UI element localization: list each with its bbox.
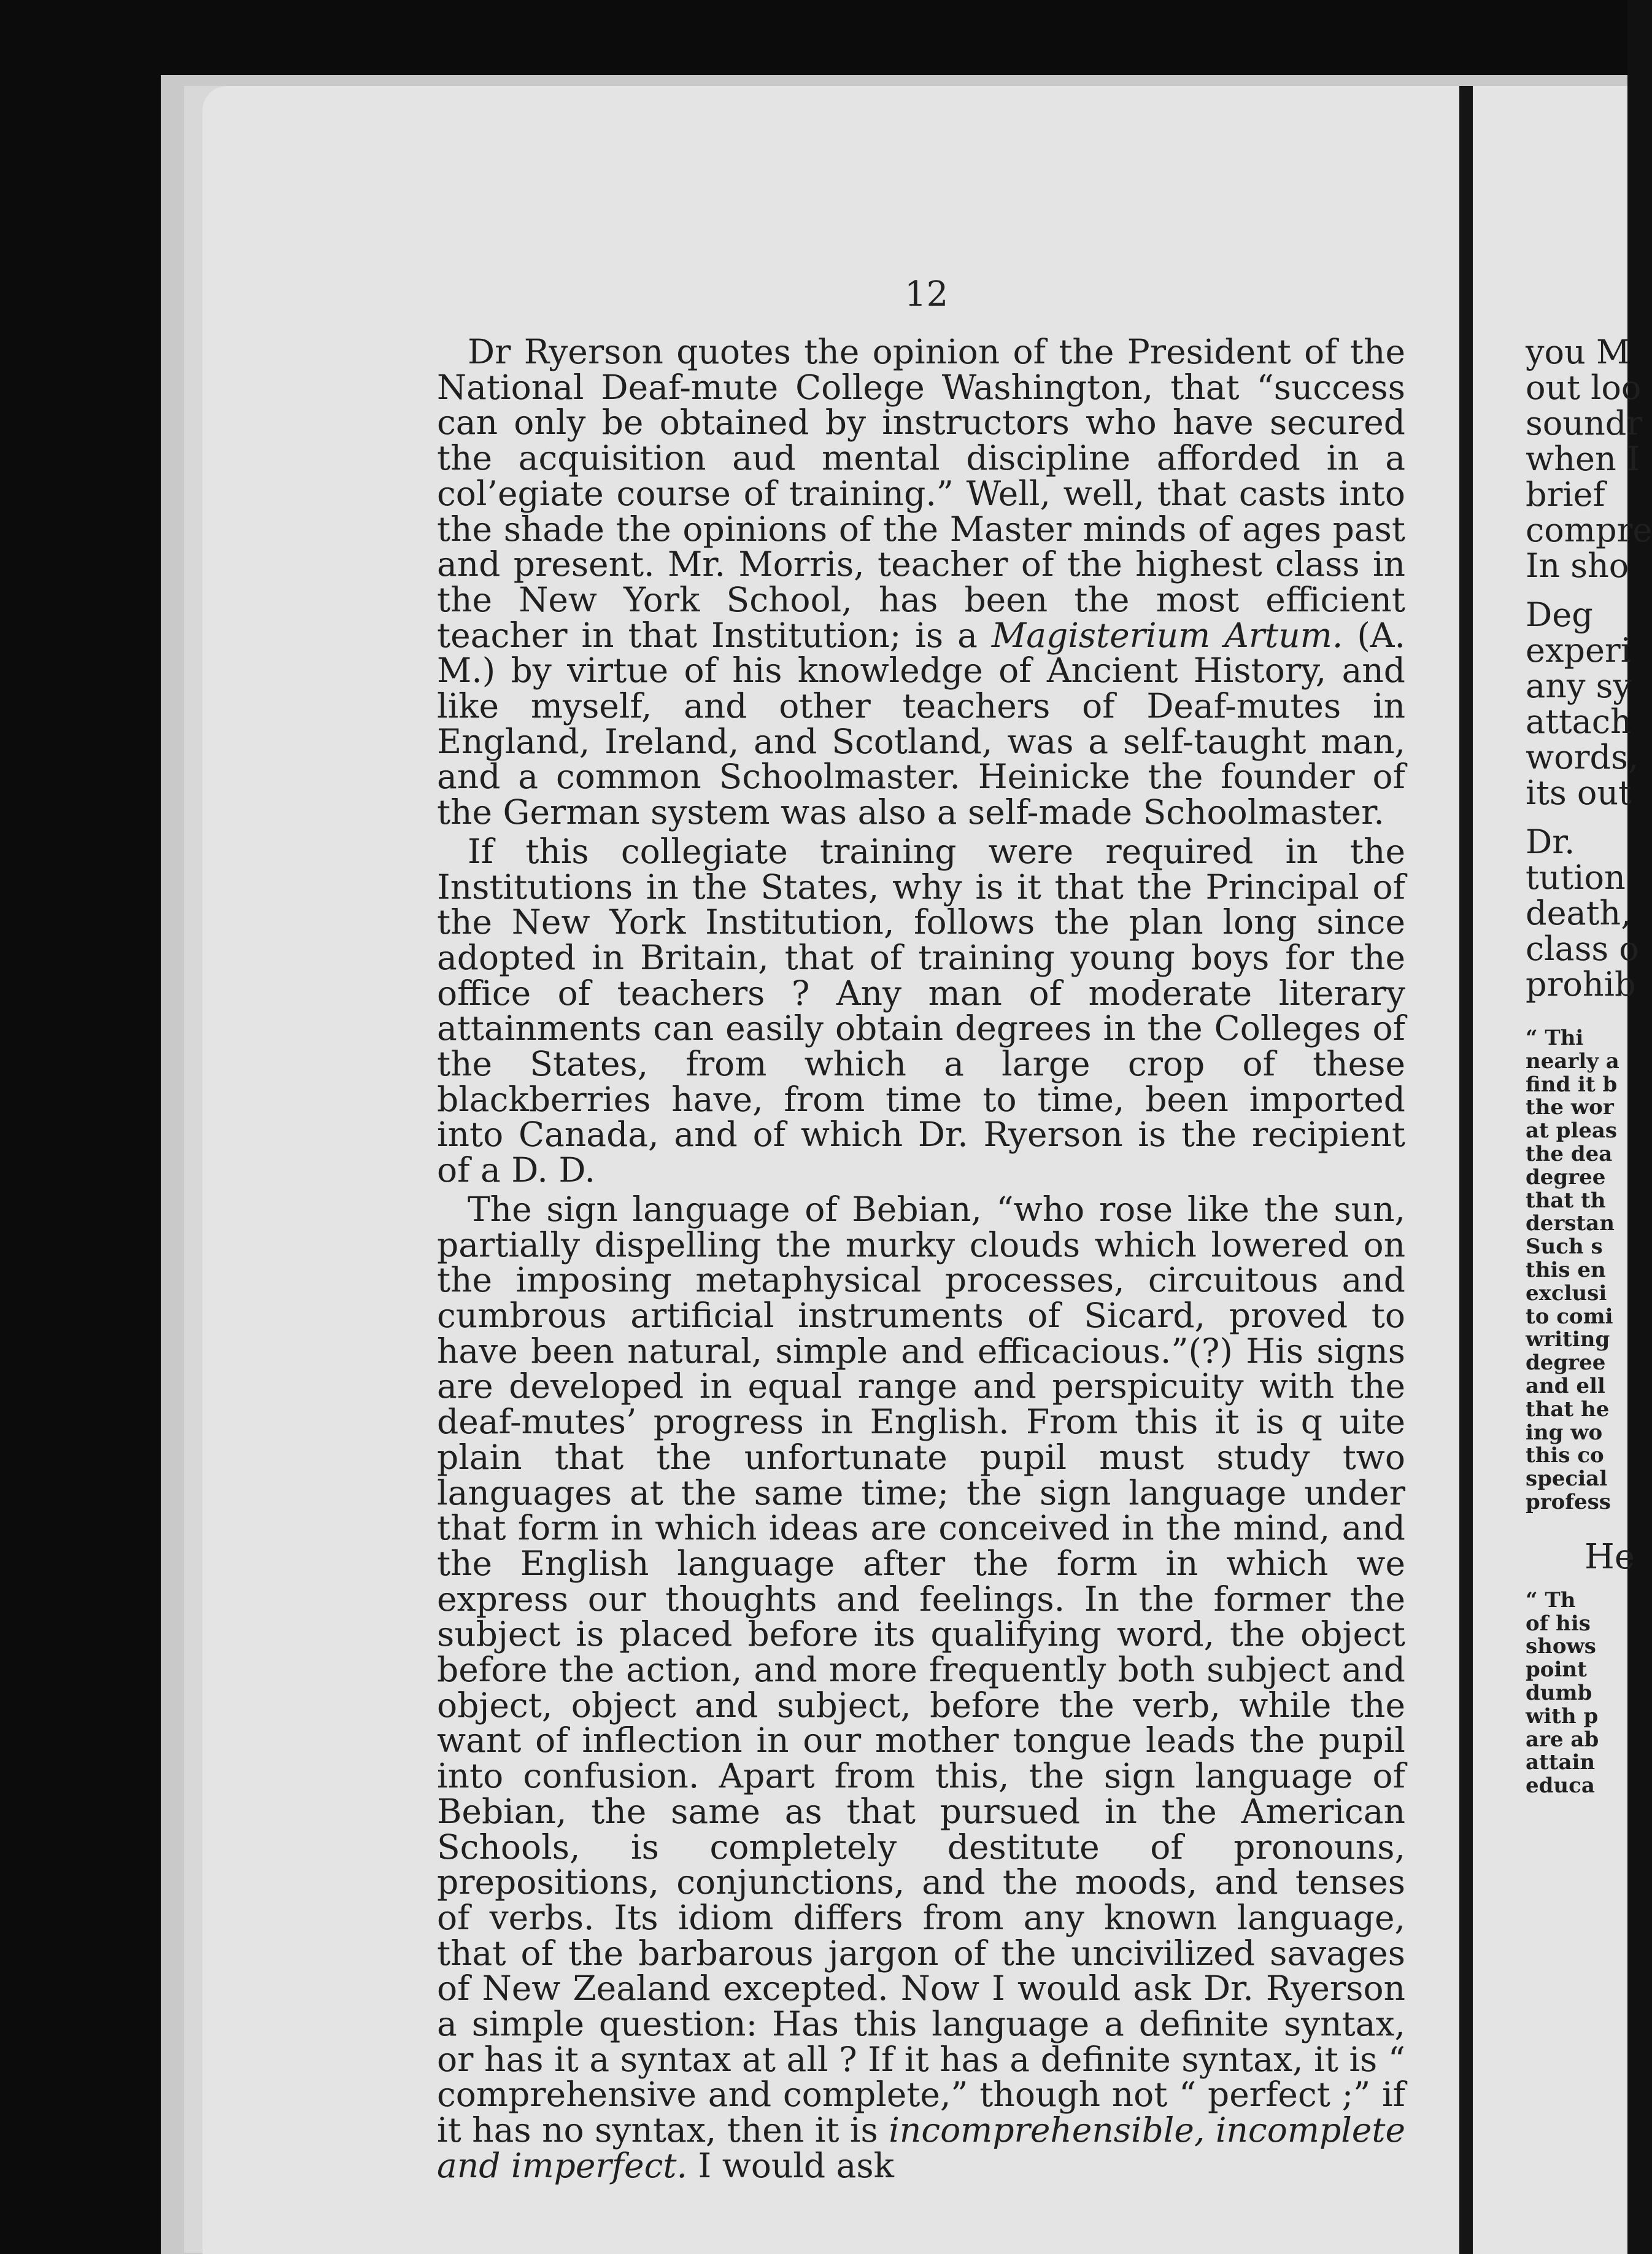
- right-page-line: In sho: [1526, 546, 1629, 585]
- text-run: Dr Ryerson quotes the opinion of the President of the National Deaf-mute College Washington, that “success can only be obtained by instructors who have secured the acquisition aud mental discipline afforded in a col’egiate course of training.” Well, well, that casts into the shade the opinions of the Master minds of ages past and present. Mr. Morris, teacher of the highest class in the New York School, has been the most efficient teacher in that Institution; is a: [437, 332, 1405, 655]
- right-page-line: this en: [1526, 1257, 1606, 1282]
- right-page-line: Such s: [1526, 1234, 1603, 1260]
- right-page-line: any sy: [1526, 667, 1632, 705]
- right-page-line: soundr: [1526, 404, 1643, 443]
- right-page-line: class o: [1526, 929, 1639, 968]
- right-page-line: that he: [1526, 1396, 1610, 1422]
- right-page-line: that th: [1526, 1188, 1606, 1213]
- right-page-line: compre: [1526, 511, 1652, 549]
- page-number: 12: [905, 274, 949, 314]
- right-page-line: Dr.: [1526, 823, 1575, 861]
- right-page-line: “ Th: [1526, 1587, 1576, 1613]
- book-gutter: [1459, 86, 1473, 2254]
- right-page-line: of his: [1526, 1611, 1591, 1636]
- right-page-line: death,: [1526, 894, 1632, 932]
- text-run: If this collegiate training were required in the Institutions in the States, why is it that the Principal of the New York Institution, follows the plan long since adopted in Britain, that of training young boys for the office of teachers ? Any man of moderate literary attainments can easily obtain degrees in the Colleges of the States, from which a large crop of these blackberries have, from time to time, been imported into Canada, and of which Dr. Ryerson is the recipient of a D. D.: [437, 831, 1405, 1190]
- right-page-line: experi: [1526, 631, 1632, 670]
- right-page-line: you M: [1526, 333, 1631, 371]
- right-page-line: profess: [1526, 1489, 1611, 1514]
- right-page-line: educa: [1526, 1773, 1595, 1799]
- text-run: I would ask: [687, 2145, 894, 2185]
- italic-text: incomprehensible, incomplete and imperfect.: [437, 2110, 1405, 2185]
- right-page-line: ing wo: [1526, 1420, 1603, 1445]
- right-page-line: and ell: [1526, 1373, 1605, 1398]
- right-page-line: prohib: [1526, 965, 1636, 1004]
- right-page-line: its out: [1526, 773, 1632, 812]
- right-page-line: this co: [1526, 1443, 1604, 1468]
- right-page-line: when I: [1526, 440, 1640, 478]
- right-page-line: special: [1526, 1466, 1608, 1492]
- right-page-footnote: [1526, 1027, 1627, 1514]
- right-page-line: “ Thi: [1526, 1026, 1584, 1050]
- italic-text: Magisterium Artum.: [991, 615, 1343, 655]
- right-page-line: point: [1526, 1657, 1587, 1683]
- right-page-line: exclusi: [1526, 1280, 1607, 1306]
- right-page-line: the dea: [1526, 1141, 1613, 1166]
- right-page-line: the wor: [1526, 1095, 1614, 1120]
- right-page-line: writing: [1526, 1327, 1610, 1352]
- right-page-line: attach: [1526, 702, 1632, 741]
- right-page-line: Deg: [1526, 595, 1593, 634]
- right-page-line: tution: [1526, 858, 1626, 897]
- right-page-line: degree: [1526, 1350, 1606, 1376]
- right-page-paragraph: [1526, 595, 1638, 812]
- right-page-line: dumb: [1526, 1680, 1592, 1705]
- right-page-line: at pleas: [1526, 1118, 1618, 1144]
- paragraph: [437, 1189, 1405, 2185]
- right-page-line: out loo: [1526, 368, 1642, 407]
- right-page-line: are ab: [1526, 1727, 1599, 1752]
- right-page-paragraph: [1526, 823, 1639, 1004]
- right-page-text: [1526, 333, 1652, 1799]
- right-page-line: to comi: [1526, 1304, 1613, 1329]
- text-run: The sign language of Bebian, “who rose like the sun, partially dispelling the murky clouds which lowered on the imposing metaphysical processes, circuitous and cumbrous artificial instruments of Sicard, proved to have been natural, simple and efficacious.”(?) His signs are developed in equal range and perspicuity with the deaf-mutes’ progress in English. From this it is q uite plain that the unfortunate pupil must study two languages at the same time; the sign language under that form in which ideas are conceived in the mind, and the English language after the form in which we express our thoughts and feelings. In the former the subject is placed before its qualifying word, the object before the action, and more frequently both subject and object, object and subject, before the verb, while the want of inflection in our mother tongue leads the pupil into confusion. Apart from this, the sign language of Bebian, the same as that pursued in the American Schools, is completely destitute of pronouns, prepositions, conjunctions, and the moods, and tenses of verbs. Its idiom differs from any known language, that of the barbarous jargon of the uncivilized savages of New Zealand excepted. Now I would ask Dr. Ryerson a simple question: Has this language a definite syntax, or has it a syntax at all ? If it has a definite syntax, it is “ comprehensive and complete,” though not “ perfect ;” if it has no syntax, then it is: [437, 1189, 1405, 2150]
- text-run: (A. M.) by virtue of his knowledge of Ancient History, and like myself, and other teachers of Deaf-mutes in England, Ireland, and Scotland, was a self-taught man, and a common Schoolmaster. Heinicke the founder of the German system was also a self-made Schoolmaster.: [437, 615, 1405, 832]
- right-page-line: with p: [1526, 1703, 1599, 1729]
- right-page-footnote: [1526, 1589, 1627, 1798]
- right-page-heading: He: [1584, 1536, 1635, 1577]
- paragraph: [437, 332, 1405, 832]
- right-page-paragraph: [1526, 333, 1652, 585]
- right-page-line: degree: [1526, 1164, 1606, 1190]
- right-page-line: shows: [1526, 1634, 1596, 1659]
- right-page-line: words,: [1526, 738, 1638, 777]
- right-page-line: attain: [1526, 1750, 1596, 1775]
- right-page-line: find it b: [1526, 1072, 1618, 1097]
- right-page-line: nearly a: [1526, 1048, 1619, 1074]
- right-page-line: derstan: [1526, 1211, 1615, 1236]
- paragraph: [437, 831, 1405, 1190]
- right-page-line: brief: [1526, 475, 1605, 514]
- body-text: [437, 332, 1405, 2185]
